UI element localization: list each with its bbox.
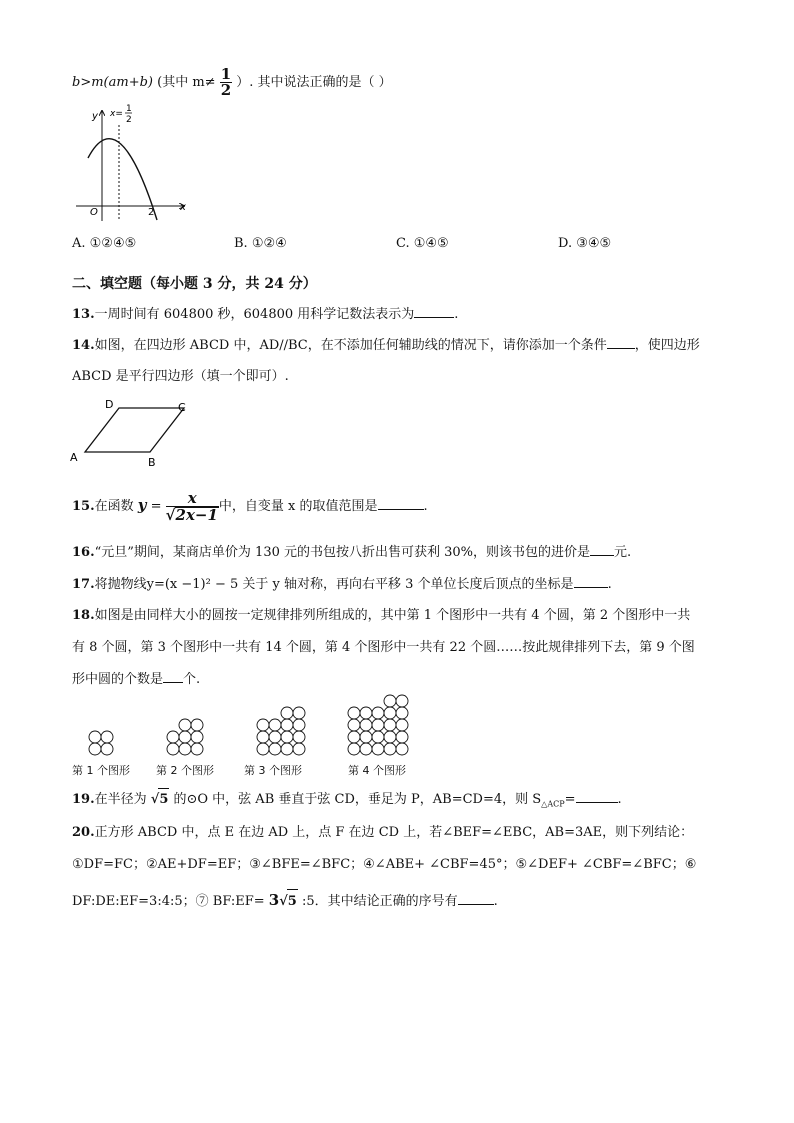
origin-label: O: [90, 207, 98, 218]
q14-line1: 14.如图，在四边形 ABCD 中，AD//BC，在不添加任何辅助线的情况下，请你添加一个条件 ，使四边形: [72, 338, 700, 353]
x-axis-label: x: [180, 202, 186, 213]
q14-answer-blank[interactable]: [607, 336, 635, 349]
y-axis-label: y: [92, 111, 98, 122]
q17-answer-blank[interactable]: [574, 575, 608, 588]
q16-answer-blank[interactable]: [590, 543, 614, 556]
q20-radical: √5: [279, 894, 298, 909]
q20-line2: ①DF=FC；②AE+DF=EF；③∠BFE=∠BFC；④∠ABE+ ∠CBF=45°；⑤∠DEF+ ∠CBF=∠BFC；⑥: [72, 857, 697, 872]
q15-number: 15.: [72, 499, 95, 514]
q17-number: 17.: [72, 577, 95, 592]
q16-number: 16.: [72, 545, 95, 560]
q18-line2: 有 8 个圆，第 3 个图形中一共有 14 个圆，第 4 个图形中一共有 22 个圆……按此规律排列下去，第 9 个图: [72, 640, 695, 655]
q15: 15.在函数 y = $\frac{x}{√2x-1}$ 中，自变量 x 的取值范围是 .: [72, 488, 428, 524]
q20-answer-blank[interactable]: [458, 892, 494, 905]
q18-caption-2: 第 2 个图形: [156, 764, 214, 777]
symmetry-label: x=: [110, 109, 123, 119]
q13-number: 13.: [72, 307, 95, 322]
symmetry-num: 1: [126, 104, 132, 114]
q15-fraction: $\frac{x}{√2x-1}$: [165, 488, 218, 524]
q19: 19.在半径为 √5 的⊙O 中，弦 AB 垂直于弦 CD，垂足为 P，AB=CD=4，则 $S_{\triangle ACP}=$ .: [72, 788, 622, 816]
q17: 17.将抛物线y=(x −1)² − 5 关于 y 轴对称，再向右平移 3 个单位长度后顶点的坐标是 .: [72, 577, 612, 592]
parallelogram-abcd: [85, 408, 184, 452]
q18-circle-figures: [72, 690, 422, 760]
root-label: 2: [148, 207, 155, 218]
q18-line1: 18.如图是由同样大小的圆按一定规律排列所组成的，其中第 1 个图形中一共有 4 个圆，第 2 个图形中一共: [72, 608, 691, 623]
q14-number: 14.: [72, 338, 95, 353]
figure-1: [89, 731, 113, 755]
q18-caption-4: 第 4 个图形: [348, 764, 406, 777]
q13-answer-blank[interactable]: [414, 305, 454, 318]
q16: 16.“元旦”期间，某商店单价为 130 元的书包按八折出售可获利 30%，则该书包的进价是 元.: [72, 545, 632, 560]
q12-option-d[interactable]: D. ③④⑤: [558, 236, 612, 251]
q12-option-b[interactable]: B. ①②④: [234, 236, 287, 251]
q18-answer-blank[interactable]: [163, 670, 183, 683]
q18-line3: 形中圆的个数是 个.: [72, 672, 201, 687]
label-c: C: [178, 401, 186, 414]
q14-parallelogram-figure: [68, 395, 198, 470]
q15-answer-blank[interactable]: [378, 497, 424, 510]
q12-inequality: b>m(am+b): [72, 75, 153, 90]
q18-caption-3: 第 3 个图形: [244, 764, 302, 777]
q13-text: 一周时间有 604800 秒，604800 用科学记数法表示为: [94, 307, 415, 322]
q19-answer-blank[interactable]: [576, 790, 618, 803]
q18-number: 18.: [72, 608, 95, 623]
q18-caption-1: 第 1 个图形: [72, 764, 130, 777]
q12-parabola-graph: [72, 103, 192, 225]
figure-4: [348, 695, 408, 755]
label-a: A: [70, 451, 78, 464]
label-b: B: [148, 456, 156, 469]
q12-option-a[interactable]: A. ①②④⑤: [72, 236, 137, 251]
symmetry-den: 2: [126, 115, 132, 125]
q14-line2: ABCD 是平行四边形（填一个即可）.: [72, 369, 289, 384]
figure-2: [167, 719, 203, 755]
parabola-curve: [88, 139, 157, 220]
q20-number: 20.: [72, 825, 95, 840]
q19-radical: √5: [151, 792, 170, 807]
q20-line3: DF:DE:EF=3:4:5；⑦ BF:EF= 3√5 :5．其中结论正确的序号有 .: [72, 888, 498, 914]
q12-question: ）. 其中说法正确的是（ ）: [236, 75, 392, 90]
q12-condition: (其中 m≠: [157, 75, 216, 90]
label-d: D: [105, 398, 114, 411]
figure-3: [257, 707, 305, 755]
q13: 13.一周时间有 604800 秒，604800 用科学记数法表示为 .: [72, 307, 459, 322]
q19-number: 19.: [72, 792, 95, 807]
q12-fraction: $\frac{1}{2}$: [220, 65, 232, 99]
q12-tail: [72, 66, 392, 100]
q20-line1: 20.正方形 ABCD 中，点 E 在边 AD 上，点 F 在边 CD 上，若∠BEF=∠EBC，AB=3AE，则下列结论：: [72, 825, 694, 840]
q12-option-c[interactable]: C. ①④⑤: [396, 236, 449, 251]
section-heading: 二、填空题（每小题 3 分，共 24 分）: [72, 276, 317, 292]
q20-coef: 3: [268, 891, 280, 909]
